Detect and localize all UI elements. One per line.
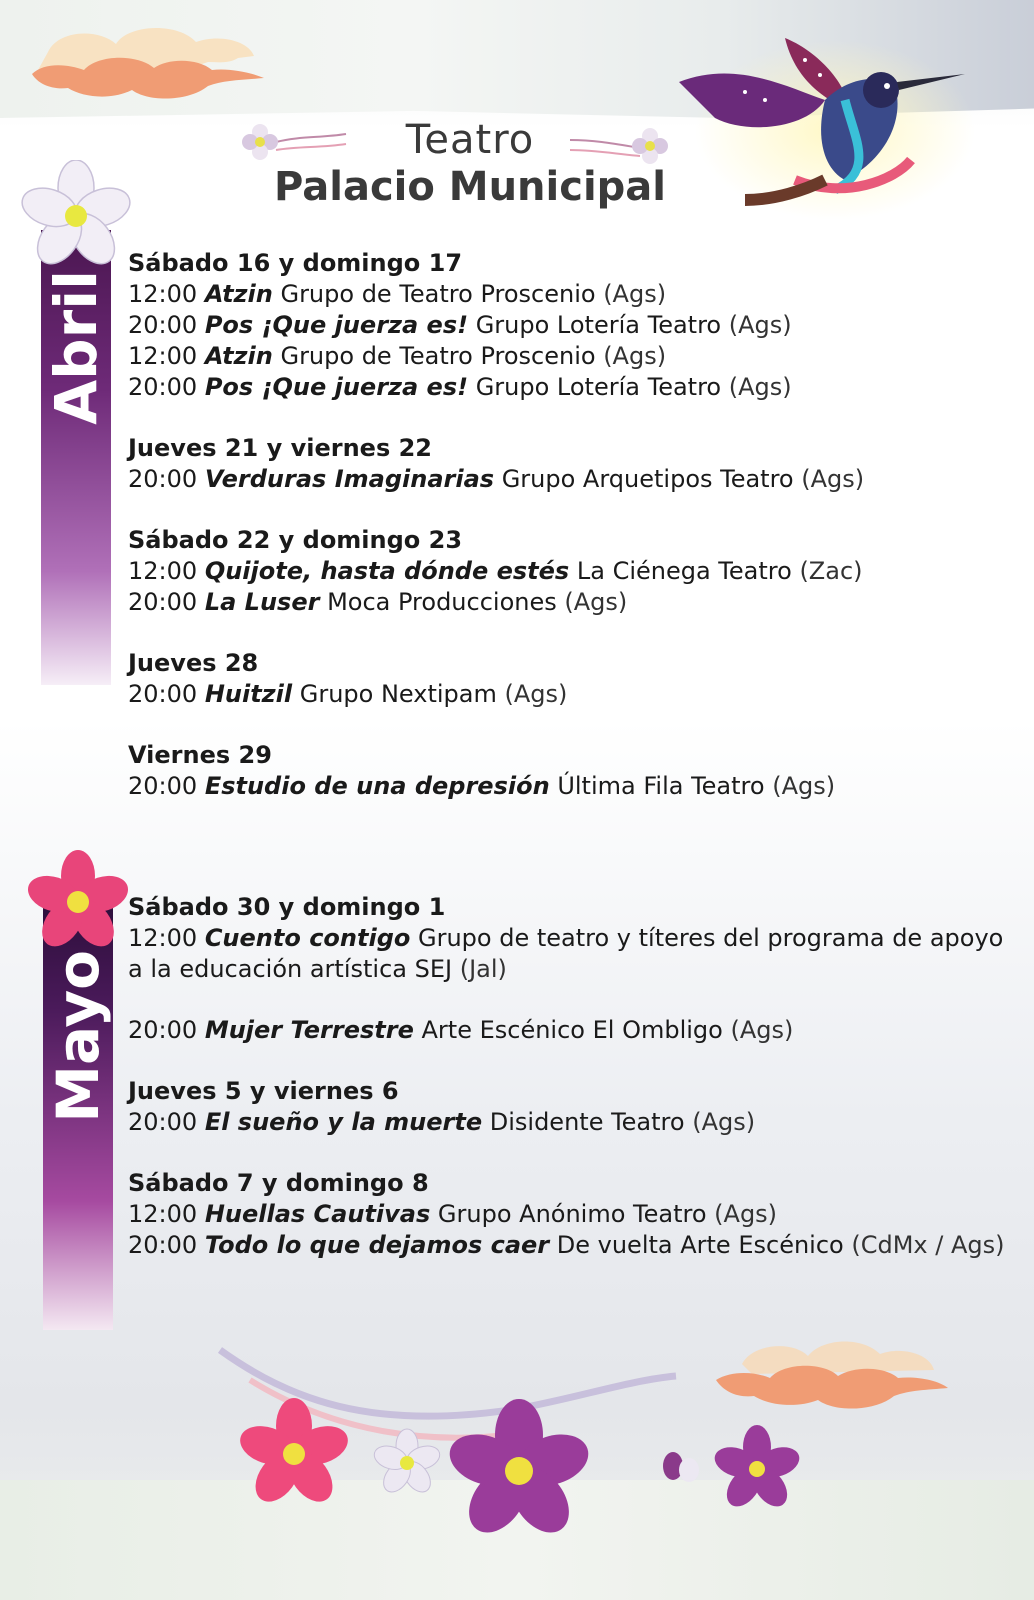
event-company: Grupo de teatro y títeres del programa de apoyo a la educación artística SEJ (128, 924, 1004, 983)
event-play: Quijote, hasta dónde estés (204, 557, 570, 585)
event-line (128, 310, 1008, 341)
event-company: La Ciénega Teatro (576, 557, 792, 585)
event-company: Arte Escénico El Ombligo (421, 1016, 723, 1044)
event-time: 20:00 (128, 465, 198, 493)
page-title (240, 118, 700, 212)
month-bar-mayo (43, 900, 113, 1330)
event-origin: (Ags) (603, 280, 667, 308)
event-line (128, 923, 1008, 985)
event-line (128, 1107, 1008, 1138)
day-group (128, 648, 1008, 710)
event-time: 20:00 (128, 1016, 198, 1044)
event-play: Todo lo que dejamos caer (204, 1231, 550, 1259)
event-company: Grupo Nextipam (299, 680, 497, 708)
event-company: Grupo Arquetipos Teatro (501, 465, 794, 493)
event-company: Última Fila Teatro (557, 772, 765, 800)
event-line (128, 587, 1008, 618)
day-group (128, 740, 1008, 802)
schedule-mayo (128, 892, 1008, 1291)
event-play: Cuento contigo (204, 924, 411, 952)
event-origin: (Ags) (728, 311, 792, 339)
event-play: Mujer Terrestre (204, 1016, 414, 1044)
day-heading: Jueves 21 y viernes 22 (128, 434, 432, 462)
event-play: Pos ¡Que juerza es! (204, 311, 469, 339)
title-line2: Palacio Municipal (274, 164, 666, 210)
flower-icon (20, 160, 132, 272)
month-label-abril: Abril (42, 270, 110, 425)
event-origin: (Ags) (692, 1108, 756, 1136)
event-time: 12:00 (128, 342, 198, 370)
event-company: Grupo Lotería Teatro (475, 373, 722, 401)
event-company: Grupo Anónimo Teatro (437, 1200, 707, 1228)
event-time: 20:00 (128, 373, 198, 401)
event-time: 20:00 (128, 311, 198, 339)
month-label-mayo: Mayo (44, 950, 112, 1123)
event-line (128, 1015, 1008, 1046)
spacer (128, 985, 1008, 1015)
event-time: 12:00 (128, 280, 198, 308)
flower-icon (444, 1396, 594, 1546)
event-line (128, 372, 1008, 403)
event-company: Moca Producciones (327, 588, 557, 616)
event-time: 20:00 (128, 588, 198, 616)
event-line (128, 679, 1008, 710)
flower-icon (712, 1424, 802, 1514)
day-group (128, 248, 1008, 403)
event-line (128, 341, 1008, 372)
event-line (128, 1199, 1008, 1230)
flower-icon (372, 1428, 442, 1498)
day-heading: Sábado 30 y domingo 1 (128, 893, 446, 921)
flower-icon (656, 1446, 706, 1486)
event-origin: (Ags) (801, 465, 865, 493)
day-group (128, 525, 1008, 618)
event-time: 20:00 (128, 1108, 198, 1136)
event-origin: (Ags) (772, 772, 836, 800)
event-origin: (Jal) (459, 955, 507, 983)
event-company: Grupo Lotería Teatro (475, 311, 722, 339)
hummingbird-icon (675, 30, 975, 240)
event-company: Grupo de Teatro Proscenio (280, 280, 596, 308)
title-line1: Teatro (405, 117, 535, 163)
cloud-icon (28, 18, 268, 108)
event-time: 20:00 (128, 772, 198, 800)
day-heading: Jueves 5 y viernes 6 (128, 1077, 399, 1105)
event-company: Grupo de Teatro Proscenio (280, 342, 596, 370)
event-origin: (CdMx / Ags) (851, 1231, 1005, 1259)
day-heading: Viernes 29 (128, 741, 272, 769)
event-line (128, 771, 1008, 802)
event-time: 12:00 (128, 1200, 198, 1228)
event-time: 12:00 (128, 924, 198, 952)
flower-icon (238, 1398, 350, 1510)
event-line (128, 556, 1008, 587)
event-play: Atzin (204, 342, 273, 370)
day-heading: Sábado 22 y domingo 23 (128, 526, 463, 554)
event-play: Estudio de una depresión (204, 772, 550, 800)
day-group (128, 892, 1008, 1046)
day-group (128, 1168, 1008, 1261)
event-company: De vuelta Arte Escénico (556, 1231, 844, 1259)
event-time: 20:00 (128, 1231, 198, 1259)
event-origin: (Ags) (504, 680, 568, 708)
event-play: Pos ¡Que juerza es! (204, 373, 469, 401)
event-origin: (Ags) (564, 588, 628, 616)
event-play: El sueño y la muerte (204, 1108, 483, 1136)
day-group (128, 1076, 1008, 1138)
event-play: Atzin (204, 280, 273, 308)
schedule-abril (128, 248, 1008, 832)
flower-icon (26, 850, 130, 954)
event-play: La Luser (204, 588, 320, 616)
event-line (128, 464, 1008, 495)
day-heading: Jueves 28 (128, 649, 259, 677)
event-play: Huellas Cautivas (204, 1200, 431, 1228)
event-play: Huitzil (204, 680, 293, 708)
event-line (128, 1230, 1008, 1261)
event-play: Verduras Imaginarias (204, 465, 495, 493)
month-bar-abril (41, 230, 111, 685)
event-origin: (Ags) (603, 342, 667, 370)
day-heading: Sábado 16 y domingo 17 (128, 249, 463, 277)
event-origin: (Zac) (799, 557, 863, 585)
event-time: 20:00 (128, 680, 198, 708)
event-origin: (Ags) (714, 1200, 778, 1228)
cloud-icon (712, 1328, 952, 1418)
event-origin: (Ags) (728, 373, 792, 401)
day-group (128, 433, 1008, 495)
event-origin: (Ags) (730, 1016, 794, 1044)
event-time: 12:00 (128, 557, 198, 585)
day-heading: Sábado 7 y domingo 8 (128, 1169, 429, 1197)
event-line (128, 279, 1008, 310)
event-company: Disidente Teatro (489, 1108, 685, 1136)
